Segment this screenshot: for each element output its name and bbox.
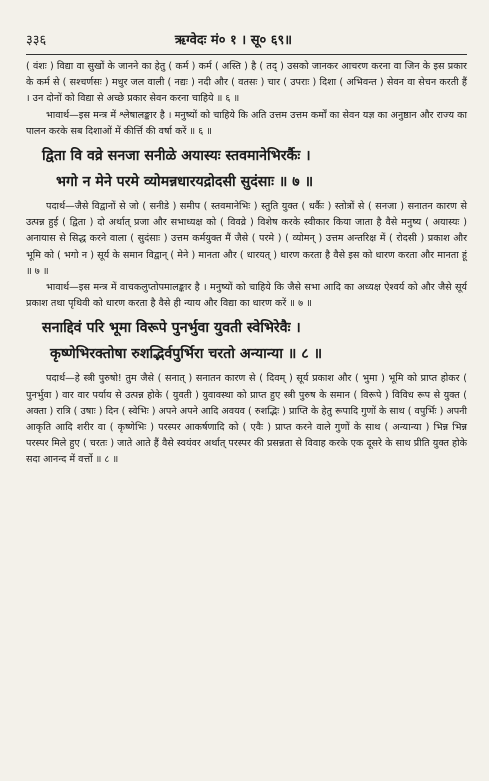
verse-line: सनाद्दिवं परि भूमा विरूपे पुनर्भुवा युवती स्वेभिरेवैः । [42,320,301,337]
verse-line: कृष्णेभिरक्तोषा रुशद्भिर्वपुर्भिरा चरतो अन्यान्या ॥ ८ ॥ [50,346,323,363]
verse-8 [26,315,467,367]
running-title: ऋग्वेदः मं० १ । सू० ६९॥ [174,33,293,48]
verse-line: भगो न मेने परमे व्योमन्नधारयद्रोदसी सुदंसाः ॥ ७ ॥ [56,174,314,191]
commentary-paragraph: ( वंशः ) विद्या वा सुखों के जानने का हेतु ( कर्म ) कर्म ( अस्ति ) है ( तद् ) उसको जानकर आचरण करना वा जिन के इस प्रकार के कर्म से ( सश्चर्णसः ) मधुर जल वाली ( नद्यः ) नदी और ( वतसः ) चार ( उपराः ) दिशा ( अभिवन्त ) सेवन वा सेचन करती हैं । उन दोनों को विद्या से अच्छे प्रकार सेवन करना चाहिये ॥ ६ ॥ [26,61,467,105]
bhavartha-paragraph: भावार्थ—इस मन्त्र में श्लेषालङ्कार है । मनुष्यों को चाहिये कि अति उत्तम उत्तम कर्मों का सेवन यज्ञ का अनुष्ठान और राज्य का पालन करके सब दिशाओं में कीर्त्ति की वर्षा करें ॥ ६ ॥ [26,109,467,137]
page-number: ३३६ [26,33,47,48]
verse-7 [26,143,467,195]
header-rule [26,54,467,55]
padartha-paragraph: पदार्थ—हे स्त्री पुरुषो! तुम जैसे ( सनात् ) सनातन कारण से ( दिवम् ) सूर्य प्रकाश और ( भुमा ) भूमि को प्राप्त होकर ( पुनर्भुवा ) वार वार पर्याय से उत्पन्न होके ( युवती ) युवावस्था को प्राप्त हुए स्त्री पुरुष के समान ( विरूपे ) विविध रूप से युक्त ( अक्ता ) रात्रि ( उषाः ) दिन ( स्वेभिः ) अपने अपने आदि अवयव ( रुशद्भिः ) प्राप्ति के हेतु रूपादि गुणों के साथ ( वपुर्भिः ) अपनी आकृति आदि शरीर वा ( कृष्णेभिः ) परस्पर आकर्षणादि को ( एवैः ) प्राप्त करने वाले गुणों के साथ ( अन्यान्या ) भिन्न भिन्न परस्पर मिले हुए ( चरतः ) जाते आते हैं वैसे स्वयंवर अर्थात् परस्पर की प्रसन्नता से विवाह करके एक दूसरे के साथ प्रीति युक्त होके सदा आनन्द में वर्त्तो ॥ ८ ॥ [26,373,467,466]
bhavartha-paragraph: भावार्थ—इस मन्त्र में वाचकलुप्तोपमालङ्कार है । मनुष्यों को चाहिये कि जैसे सभा आदि का अध्यक्ष ऐश्वर्य को और जैसे सूर्य प्रकाश तथा पृथिवी को धारण करता है वैसे ही न्याय और विद्या का धारण करें ॥ ७ ॥ [26,282,467,310]
padartha-paragraph: पदार्थ—जैसे विद्वानों से जो ( सनीडे ) समीप ( स्तवमानेभिः ) स्तुति युक्त ( धर्कैः ) स्तोत्रों से ( सनजा ) सनातन कारण से उत्पन्न हुई ( द्विता ) दो अर्थात् प्रजा और सभाध्यक्ष को ( विवव्रे ) विशेष करके स्वीकार किया जाता है वैसे मनुष्य ( अयास्यः ) अनायास से सिद्ध करने वाला ( सुदंसाः ) उत्तम कर्मयुक्त मैं जैसे ( परमे ) ( व्योमन् ) उत्तम अन्तरिक्ष में ( रोदसी ) प्रकाश और भूमि को ( भगो न ) सूर्य के समान विद्वान् ( मेने ) मानता और ( धारयत् ) धारण करता है वैसे इस को धारण करता और मानता हूं ॥ ७ ॥ [26,201,467,277]
page-header [26,30,467,48]
verse-line: द्विता वि वव्रे सनजा सनीळे अयास्यः स्तवमानेभिरर्कैः । [42,148,311,165]
